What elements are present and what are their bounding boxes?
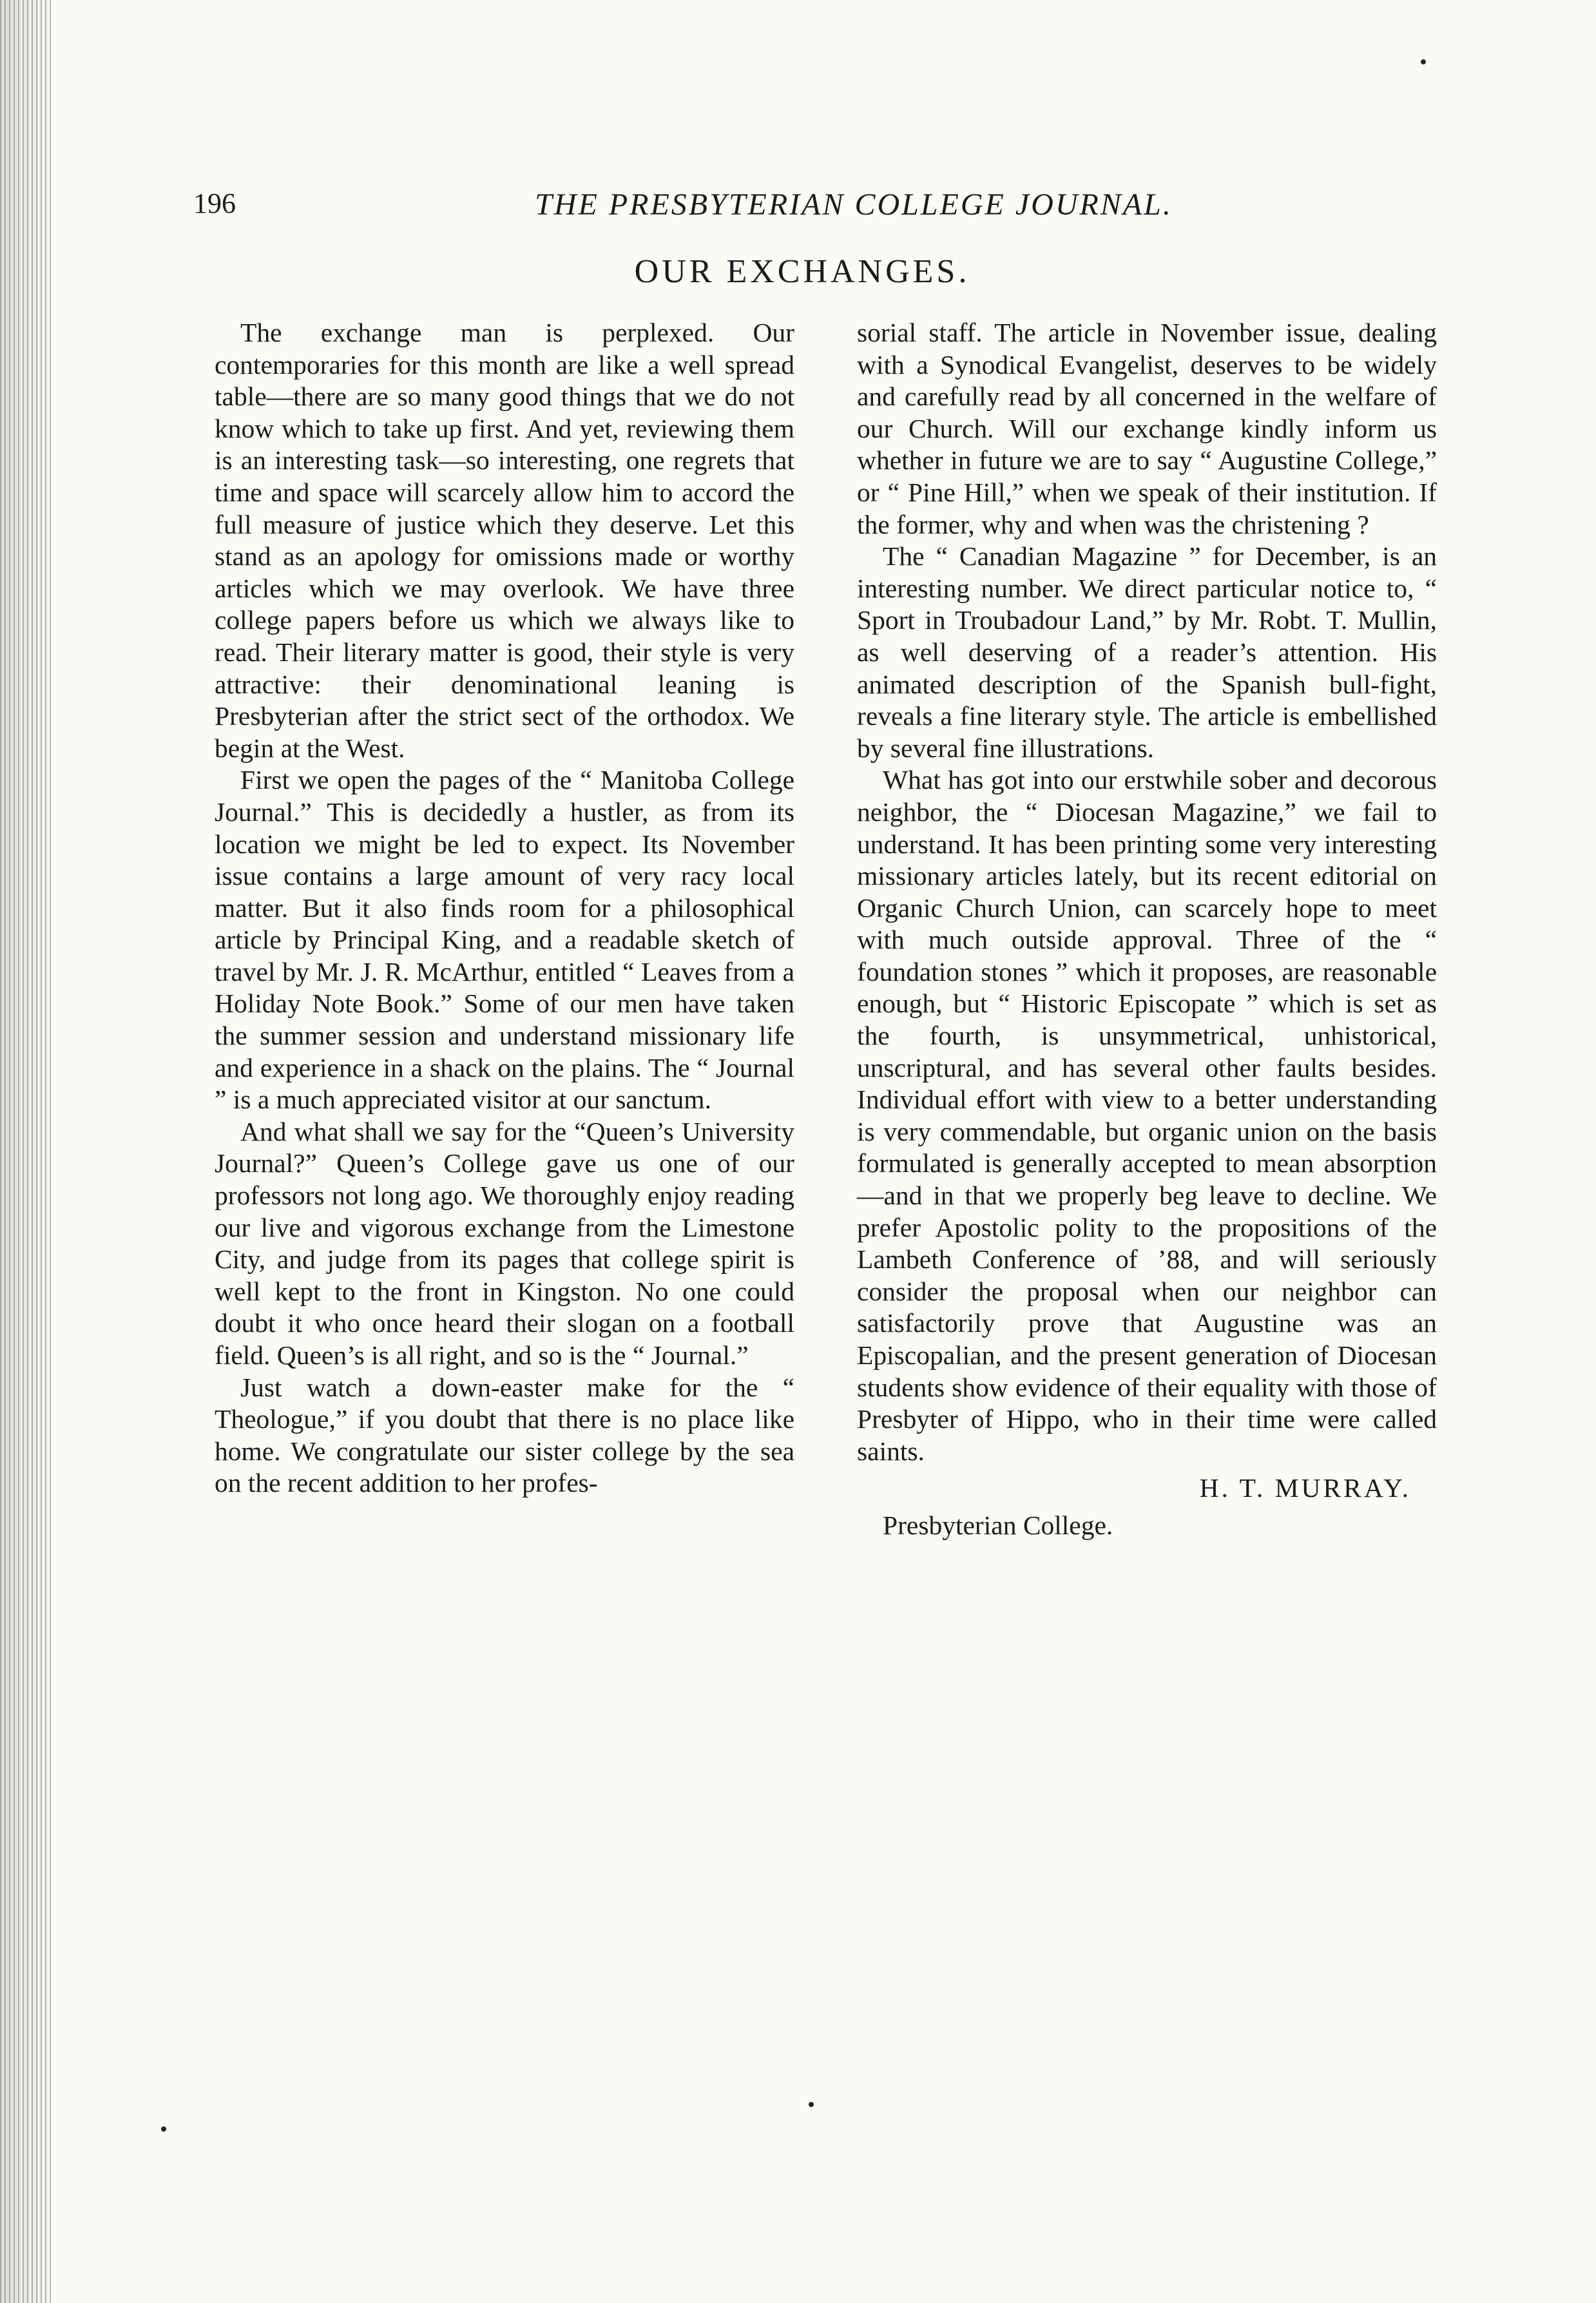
print-speck [161, 2126, 166, 2132]
left-column [215, 317, 794, 1499]
paragraph-manitoba-journal: First we open the pages of the “ Manitoba College Journal.” This is decidedly a hustler, as from its location we might be led to expect. Its November issue contains a large amount of very racy local matter. But it also finds room for a philosophical article by Principal King, and a readable sketch of travel by Mr. J. R. McArthur, entitled “ Leaves from a Holiday Note Book.” Some of our men have taken the summer session and understand missionary life and experience in a shack on the plains. The “ Journal ” is a much appreciated visitor at our sanctum. [215, 765, 794, 1115]
section-title: OUR EXCHANGES. [634, 253, 970, 290]
paragraph-diocesan-magazine: What has got into our erstwhile sober and decorous neighbor, the “ Diocesan Magazine,” we fail to understand. It has been printing some very interesting missionary articles lately, but its recent editorial on Organic Church Union, can scarcely hope to meet with much outside approval. Three of the “ foundation stones ” which it proposes, are reasonable enough, but “ Historic Episcopate ” which is set as the fourth, is unsymmetrical, unhistorical, unscriptural, and has several other faults besides. Individual effort with view to a better understanding is very commendable, but organic union on the basis formulated is generally accepted to mean absorption —and in that we properly beg leave to decline. We prefer Apostolic polity to the propositions of the Lambeth Conference of ’88, and will seriously consider the proposal when our neighbor can satisfactorily prove that Augustine was an Episcopalian, and the present generation of Diocesan students show evidence of their equality with those of Presbyter of Hippo, who in their time were called saints. [857, 765, 1437, 1466]
print-speck [1421, 59, 1426, 64]
paragraph-exchange-intro: The exchange man is perplexed. Our contemporaries for this month are like a well spread table—there are so many good things that we do not know which to take up first. And yet, reviewing them is an interesting task—so interesting, one regrets that time and space will scarcely allow him to accord the full measure of justice which they deserve. Let this stand as an apology for omissions made or worthy articles which we may overlook. We have three college papers before us which we always like to read. Their literary matter is good, their style is very attractive: their denominational leaning is Presbyterian after the strict sect of the orthodox. We begin at the West. [215, 318, 794, 763]
running-head [193, 187, 1411, 226]
paragraph-theologue: Just watch a down-easter make for the “ Theologue,” if you doubt that there is no place like home. We congratulate our sister college by the sea on the recent addition to her profes- [215, 1372, 794, 1498]
journal-title: THE PRESBYTERIAN COLLEGE JOURNAL. [535, 188, 1173, 222]
paragraph-canadian-magazine: The “ Canadian Magazine ” for December, is an interesting number. We direct particular notice to, “ Sport in Troubadour Land,” by Mr. Robt. T. Mullin, as well deserving of a reader’s attention. His animated description of the Spanish bull-fight, reveals a fine literary style. The article is embellished by several fine illustrations. [857, 541, 1437, 763]
print-speck [809, 2102, 814, 2107]
right-column [857, 317, 1437, 1542]
author-signature: H. T. MURRAY. [1199, 1473, 1411, 1503]
author-affiliation: Presbyterian College. [883, 1510, 1113, 1540]
paragraph-queens-journal: And what shall we say for the “Queen’s University Journal?” Queen’s College gave us one of our professors not long ago. We thoroughly enjoy reading our live and vigorous exchange from the Limestone City, and judge from its pages that college spirit is well kept to the front in Kingston. No one could doubt it who once heard their slogan on a football field. Queen’s is all right, and so is the “ Journal.” [215, 1116, 794, 1370]
paragraph-theologue-continued: sorial staff. The article in November issue, dealing with a Synodical Evangelist, deserves to be widely and carefully read by all concerned in the welfare of our Church. Will our exchange kindly inform us whether in future we are to say “ Augustine College,” or “ Pine Hill,” when we speak of their institution. If the former, why and when was the christening ? [857, 318, 1437, 539]
page-number: 196 [193, 188, 236, 219]
page-gutter-edge [0, 0, 52, 2303]
